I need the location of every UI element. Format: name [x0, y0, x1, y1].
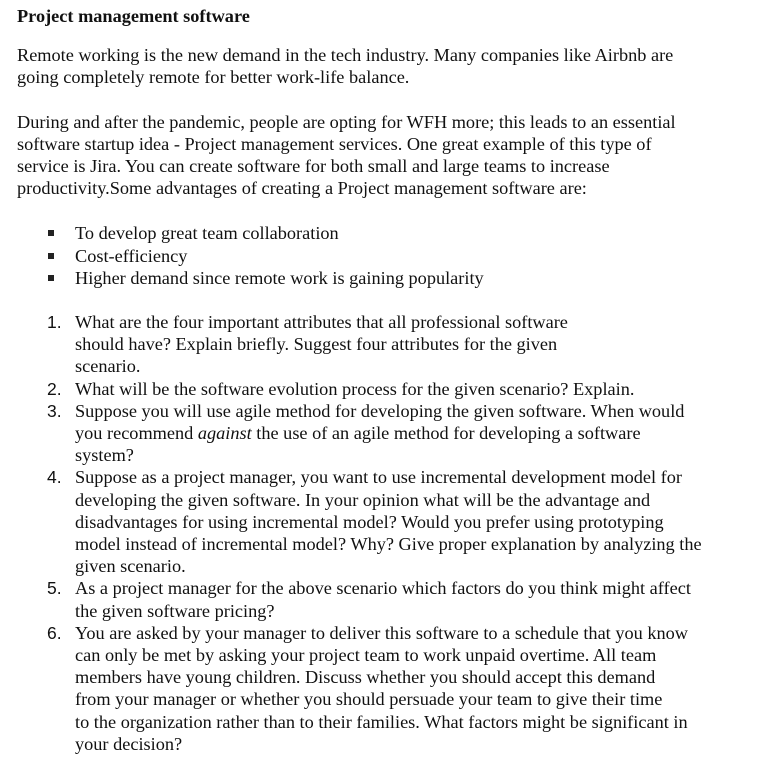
question-number: 5.	[47, 578, 62, 599]
question-line: What are the four important attributes that all professional software	[75, 312, 568, 333]
question-number: 2.	[47, 378, 62, 399]
question-item	[17, 311, 750, 378]
question-text: the use of an agile method for developing a software	[251, 423, 641, 444]
question-item	[17, 577, 750, 621]
question-item	[17, 622, 750, 755]
question-line: should have? Explain briefly. Suggest four attributes for the given	[75, 334, 558, 355]
question-line: your decision?	[75, 733, 183, 754]
question-line: from your manager or whether you should persuade your team to give their time	[75, 689, 663, 710]
question-line: As a project manager for the above scenario which factors do you think might affect	[75, 578, 691, 599]
intro-paragraph	[17, 44, 750, 88]
question-number: 1.	[47, 312, 62, 333]
paragraph-line: software startup idea - Project management services. One great example of this type of	[17, 133, 652, 154]
question-item	[17, 378, 750, 400]
paragraph-line: productivity.Some advantages of creating a Project management software are:	[17, 178, 587, 199]
advantages-list	[17, 222, 750, 289]
question-text: you recommend	[75, 423, 198, 444]
question-line: given scenario.	[75, 556, 186, 577]
question-line: Suppose you will use agile method for developing the given software. When would	[75, 400, 685, 421]
square-bullet-icon	[48, 230, 54, 236]
question-number: 4.	[47, 467, 62, 488]
question-line: members have young children. Discuss whether you should accept this demand	[75, 667, 656, 688]
square-bullet-icon	[48, 275, 54, 281]
question-line: You are asked by your manager to deliver this software to a schedule that you know	[75, 622, 688, 643]
question-line: Suppose as a project manager, you want to use incremental development model for	[75, 467, 682, 488]
square-bullet-icon	[48, 253, 54, 259]
question-line: What will be the software evolution process for the given scenario? Explain.	[75, 378, 635, 399]
paragraph-line: service is Jira. You can create software for both small and large teams to increase	[17, 156, 610, 177]
pandemic-paragraph	[17, 111, 750, 200]
question-line: developing the given software. In your opinion what will be the advantage and	[75, 489, 651, 510]
question-number: 6.	[47, 622, 62, 643]
question-item	[17, 466, 750, 577]
paragraph-line: Remote working is the new demand in the tech industry. Many companies like Airbnb are	[17, 45, 674, 66]
emphasis-text: against	[197, 423, 252, 444]
question-line: the given software pricing?	[75, 600, 275, 621]
list-item	[17, 222, 750, 244]
question-line: to the organization rather than to their families. What factors might be significant in	[75, 711, 688, 732]
question-line: system?	[75, 445, 134, 466]
questions-list	[17, 311, 750, 755]
question-line: disadvantages for using incremental model? Would you prefer using prototyping	[75, 511, 664, 532]
question-line: scenario.	[75, 356, 141, 377]
question-item	[17, 400, 750, 467]
list-item-text: To develop great team collaboration	[75, 223, 339, 244]
question-number: 3.	[47, 400, 62, 421]
list-item	[17, 245, 750, 267]
paragraph-line: During and after the pandemic, people are opting for WFH more; this leads to an essential	[17, 111, 676, 132]
list-item-text: Higher demand since remote work is gaining popularity	[75, 267, 484, 288]
paragraph-line: going completely remote for better work-life balance.	[17, 67, 410, 88]
question-line: model instead of incremental model? Why? Give proper explanation by analyzing the	[75, 534, 702, 555]
list-item-text: Cost-efficiency	[75, 245, 188, 266]
question-line: can only be met by asking your project team to work unpaid overtime. All team	[75, 645, 657, 666]
document-title: Project management software	[17, 6, 250, 26]
list-item	[17, 267, 750, 289]
question-line	[75, 422, 750, 444]
